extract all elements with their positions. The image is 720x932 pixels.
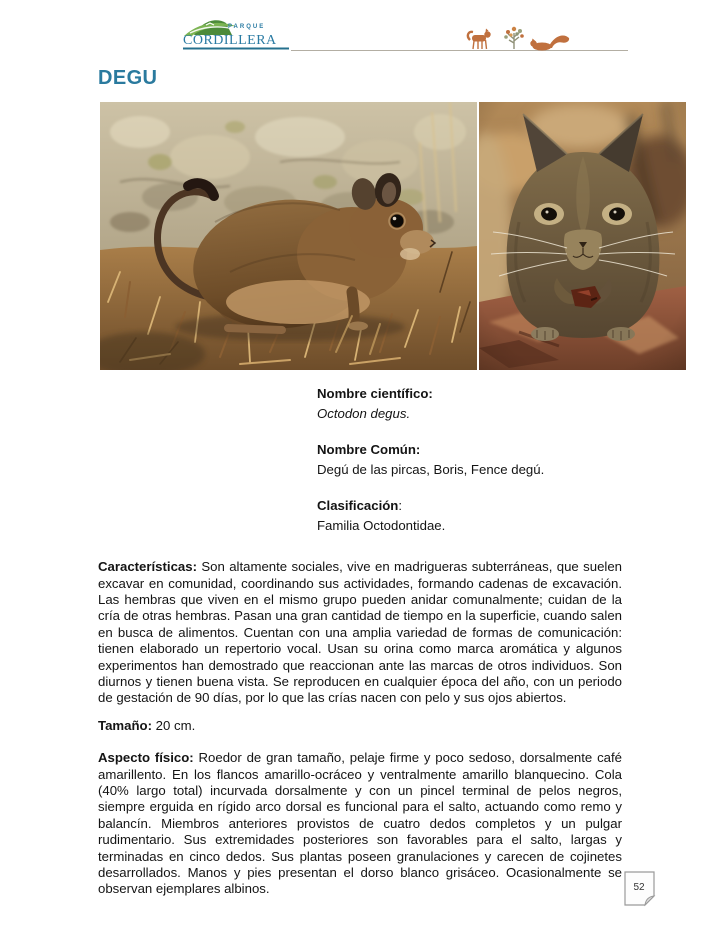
squirrel-icon bbox=[530, 35, 569, 50]
page-title: DEGU bbox=[98, 67, 158, 89]
degu-front-photo bbox=[479, 102, 686, 370]
degu-side-photo bbox=[100, 102, 477, 370]
classification-value: Familia Octodontidae. bbox=[317, 517, 446, 533]
logo-big-word: CORDILLERA bbox=[183, 33, 277, 48]
caracteristicas-label: Características: bbox=[98, 559, 197, 575]
common-name-group bbox=[317, 440, 544, 479]
aspecto-text: Roedor de gran tamaño, pelaje firme y poco sedoso, dorsalmente café amarillento. En los flancos amarillo-ocráceo y ventralmente amarillo blanquecino. Cola (40% largo total) incurvada dorsalmente y con un pincel terminal de pelos negros, siempre erguida en rígido arco dorsal es funcional para el salto, actuando como remo y balancín. Miembros anteriores provistos de cuatro dedos completos y un pulgar rudimentario. Sus extremidades posteriores son favorables para el salto, largas y terminadas en cinco dedos. Sus plantas poseen granulaciones y carecen de cojinetes desarrollados. Manos y pies presentan el dorso blanco grisáceo. Ocasionalmente se observan ejemplares albinos. bbox=[98, 750, 623, 897]
aspecto-label: Aspecto físico: bbox=[98, 750, 194, 766]
vignette bbox=[479, 102, 686, 370]
parque-cordillera-logo bbox=[182, 11, 292, 53]
classification-group bbox=[317, 496, 544, 535]
scientific-name-label: Nombre científico: bbox=[317, 386, 433, 401]
tree-icon bbox=[504, 27, 524, 49]
scientific-name-group bbox=[317, 384, 544, 423]
common-name-label: Nombre Común: bbox=[317, 442, 421, 457]
scientific-name-value: Octodon degus. bbox=[317, 405, 411, 421]
header-wildlife-illustration bbox=[462, 25, 572, 52]
header-rule bbox=[291, 50, 628, 51]
hind-foot bbox=[228, 328, 282, 330]
caracteristicas-text: Son altamente sociales, vive en madrigueras subterráneas, que suelen excavar en comunidad, coordinando sus actividades, formando cadenas de excavación. Las hembras que viven en el mismo grupo pueden anidar comunalmente; cuidan de la cría de otras hembras. Pasan una gran cantidad de tiempo en la superficie, cuando salen en busca de alimentos. Cuentan con una amplia variedad de formas de comunicación: tienen elaborado un repertorio vocal. Usan su orina como marca aromática y algunos experimentos han demostrado que reaccionan ante las marcas de otros individuos. Son diurnos y tienen buena vista. Se reproducen en cualquier época del año, con un periodo de gestación de 90 días, por lo que las crías nacen con pelo y sus ojos abiertos. bbox=[98, 559, 622, 706]
degu-eye bbox=[391, 215, 404, 228]
aspecto-fisico-paragraph bbox=[98, 750, 622, 898]
tamano-label: Tamaño: bbox=[98, 718, 152, 734]
logo-small-word: PARQUE bbox=[228, 24, 266, 30]
page-number: 52 bbox=[633, 882, 645, 893]
common-name-value: Degú de las pircas, Boris, Fence degú. bbox=[317, 461, 545, 477]
page-number-badge bbox=[623, 870, 657, 908]
photo-strip bbox=[100, 102, 686, 370]
caracteristicas-paragraph bbox=[98, 559, 622, 707]
logo-underline bbox=[183, 48, 289, 50]
front-leg bbox=[352, 292, 354, 324]
tamano-paragraph bbox=[98, 718, 622, 734]
fox-icon bbox=[468, 29, 491, 50]
tamano-text: 20 cm. bbox=[155, 718, 196, 734]
classification-label: Clasificación: bbox=[317, 498, 403, 513]
species-info-block bbox=[317, 384, 544, 552]
